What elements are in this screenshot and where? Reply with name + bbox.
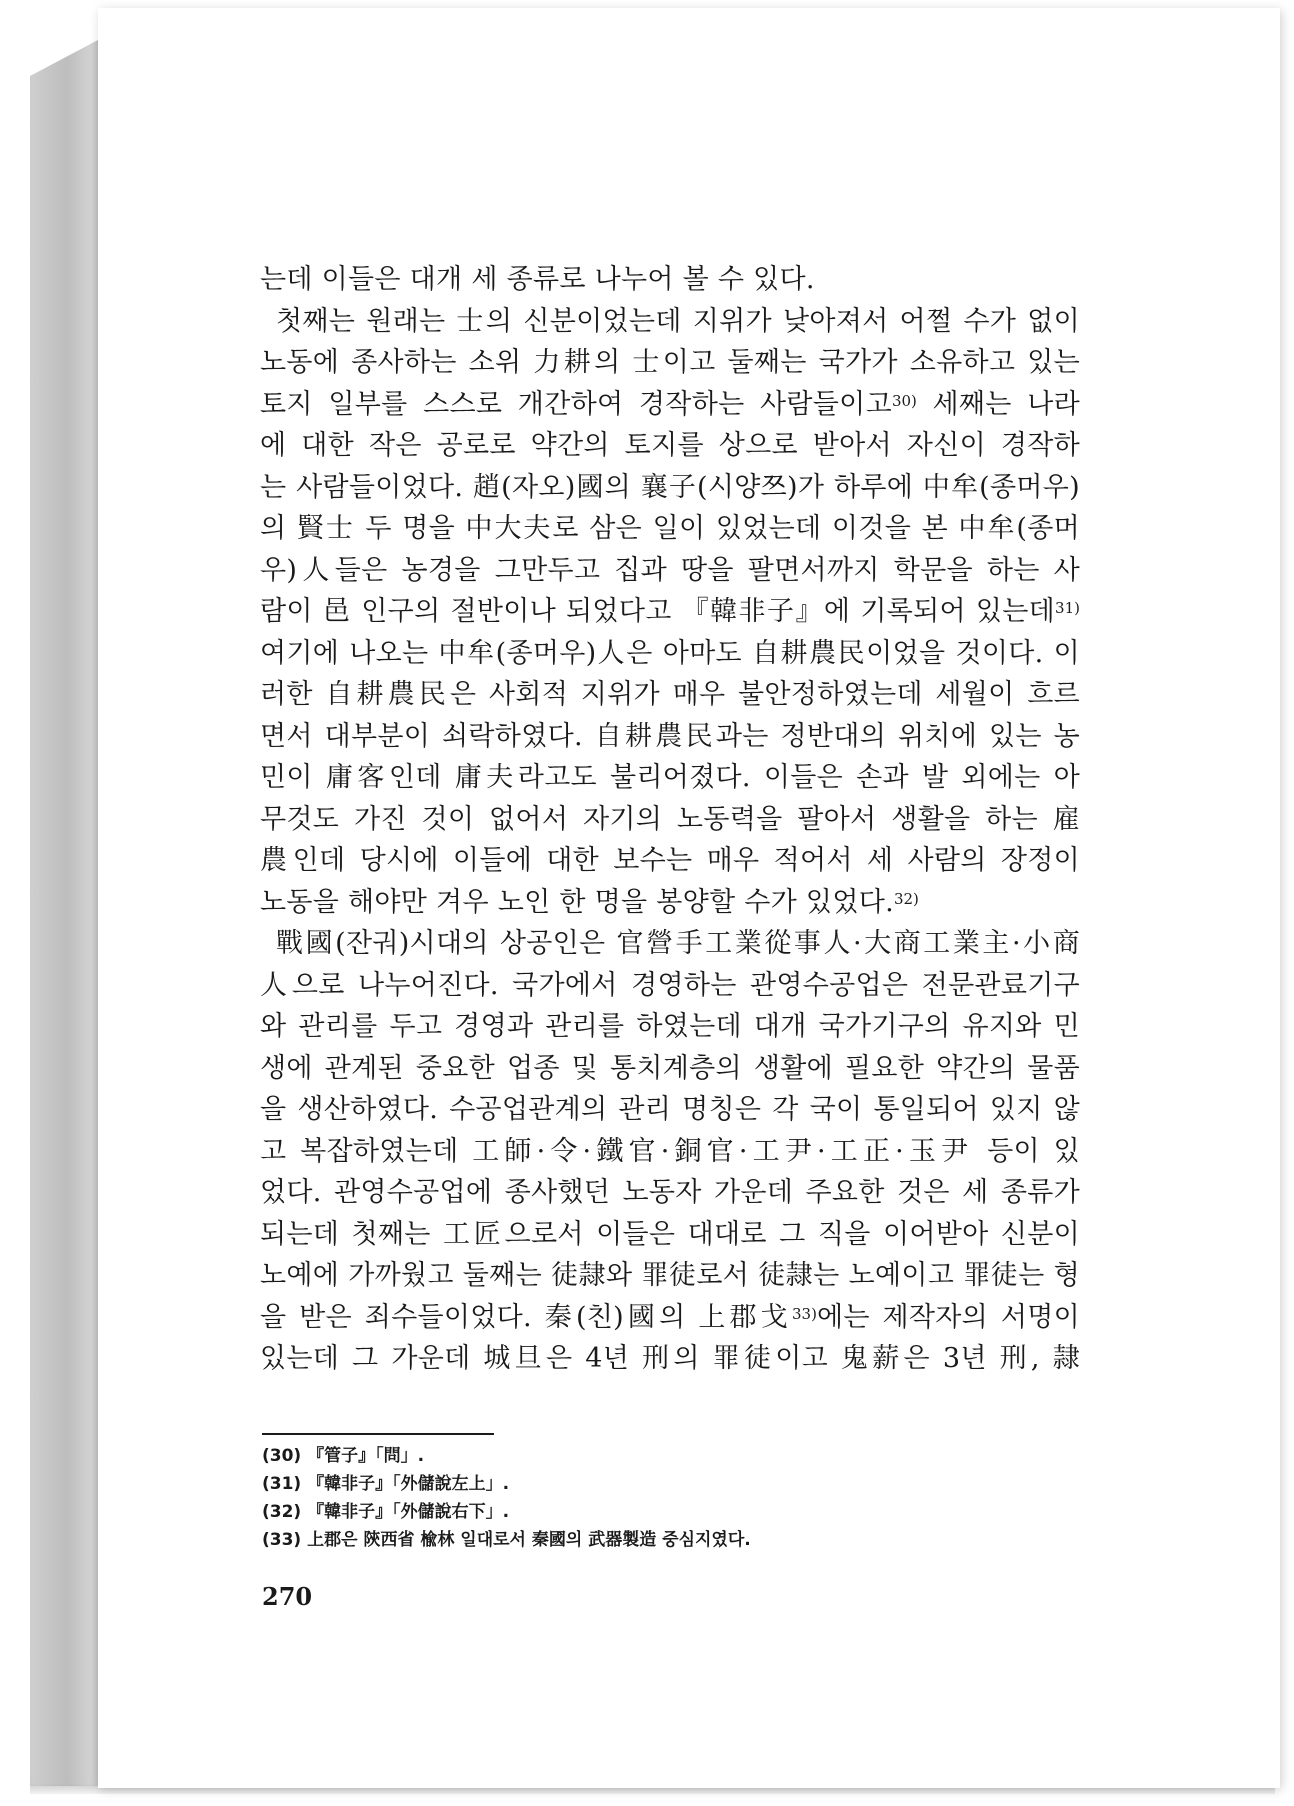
text-line: 첫째는 원래는 士의 신분이었는데 지위가 낮아져서 어쩔 수가 없이 (276, 305, 1080, 337)
text-segment: 노동을 해야만 겨우 노인 한 명을 봉양할 수가 있었다. (260, 886, 894, 918)
footnote-33: (33) 上郡은 陝西省 楡林 일대로서 秦國의 武器製造 중심지였다. (262, 1530, 751, 1550)
body-text (260, 259, 1080, 1380)
footnote-divider (262, 1433, 494, 1435)
text-line (260, 591, 1080, 633)
text-segment: 토지 일부를 스스로 개간하여 경작하는 사람들이고 (260, 388, 892, 420)
text-line: 을 생산하였다. 수공업관계의 관리 명칭은 각 국이 통일되어 있지 않 (260, 1094, 1080, 1125)
text-line: 노동에 종사하는 소위 力耕의 士이고 둘째는 국가가 소유하고 있는 (260, 347, 1080, 378)
footnotes (262, 1442, 1062, 1554)
text-segment: 세째는 나라 (932, 388, 1080, 420)
footnote-ref-32: 32) (893, 889, 919, 908)
text-line: 러한 自耕農民은 사회적 지위가 매우 불안정하였는데 세월이 흐르 (260, 679, 1080, 710)
text-line: 人으로 나누어진다. 국가에서 경영하는 관영수공업은 전문관료기구 (260, 969, 1080, 1001)
text-line: 農인데 당시에 이들에 대한 보수는 매우 적어서 세 사람의 장정이 (260, 845, 1080, 876)
text-line: 민이 庸客인데 庸夫라고도 불리어졌다. 이들은 손과 발 외에는 아 (260, 762, 1080, 793)
footnote-ref-33: 33) (792, 1304, 817, 1323)
footnote-ref-30: 30) (891, 391, 917, 410)
text-segment: 람이 邑 인구의 절반이나 되었다고 『韓非子』에 기록되어 있는데 (260, 596, 1056, 627)
footnote-30: (30) 『管子』「問」. (262, 1446, 425, 1466)
text-line (260, 882, 1080, 924)
text-line (260, 1297, 1080, 1339)
text-line: 었다. 관영수공업에 종사했던 노동자 가운데 주요한 것은 세 종류가 (260, 1177, 1080, 1208)
text-line: 생에 관계된 중요한 업종 및 통치계층의 생활에 필요한 약간의 물품 (260, 1052, 1080, 1084)
text-line: 노예에 가까웠고 둘째는 徒隷와 罪徒로서 徒隷는 노예이고 罪徒는 형 (260, 1260, 1080, 1291)
text-line: 면서 대부분이 쇠락하였다. 自耕農民과는 정반대의 위치에 있는 농 (260, 720, 1080, 752)
text-line: 에 대한 작은 공로로 약간의 토지를 상으로 받아서 자신이 경작하 (260, 430, 1080, 461)
text-line: 여기에 나오는 中牟(종머우)人은 아마도 自耕農民이었을 것이다. 이 (260, 637, 1080, 669)
text-line: 무것도 가진 것이 없어서 자기의 노동력을 팔아서 생활을 하는 雇 (260, 803, 1080, 835)
text-line (260, 384, 1080, 426)
text-segment: 을 받은 죄수들이었다. 秦(친)國의 上郡戈 (260, 1301, 792, 1333)
text-line: 있는데 그 가운데 城旦은 4년 刑의 罪徒이고 鬼薪은 3년 刑, 隷 (260, 1343, 1080, 1374)
text-line: 戰國(잔궈)시대의 상공인은 官營手工業從事人·大商工業主·小商 (276, 928, 1080, 959)
text-line: 는데 이들은 대개 세 종류로 나누어 볼 수 있다. (260, 264, 815, 295)
footnote-31: (31) 『韓非子』「外儲說左上」. (262, 1474, 510, 1494)
text-line: 우)人들은 농경을 그만두고 집과 땅을 팔면서까지 학문을 하는 사 (260, 554, 1080, 586)
book-spine (30, 40, 98, 1788)
text-line: 는 사람들이었다. 趙(자오)國의 襄子(시양쯔)가 하루에 中牟(종머우) (260, 471, 1080, 503)
footnote-ref-31: 31) (1055, 599, 1080, 617)
text-line: 와 관리를 두고 경영과 관리를 하였는데 대개 국가기구의 유지와 민 (260, 1011, 1080, 1042)
text-line: 되는데 첫째는 工匠으로서 이들은 대대로 그 직을 이어받아 신분이 (260, 1218, 1080, 1250)
text-line: 고 복잡하였는데 工師·令·鐵官·銅官·工尹·工正·玉尹 등이 있 (260, 1135, 1080, 1167)
footnote-32: (32) 『韓非子』「外儲說右下」. (262, 1502, 510, 1522)
text-line: 의 賢士 두 명을 中大夫로 삼은 일이 있었는데 이것을 본 中牟(종머 (260, 513, 1080, 544)
text-segment: 에는 제작자의 서명이 (816, 1301, 1080, 1333)
page-number: 270 (262, 1582, 313, 1611)
